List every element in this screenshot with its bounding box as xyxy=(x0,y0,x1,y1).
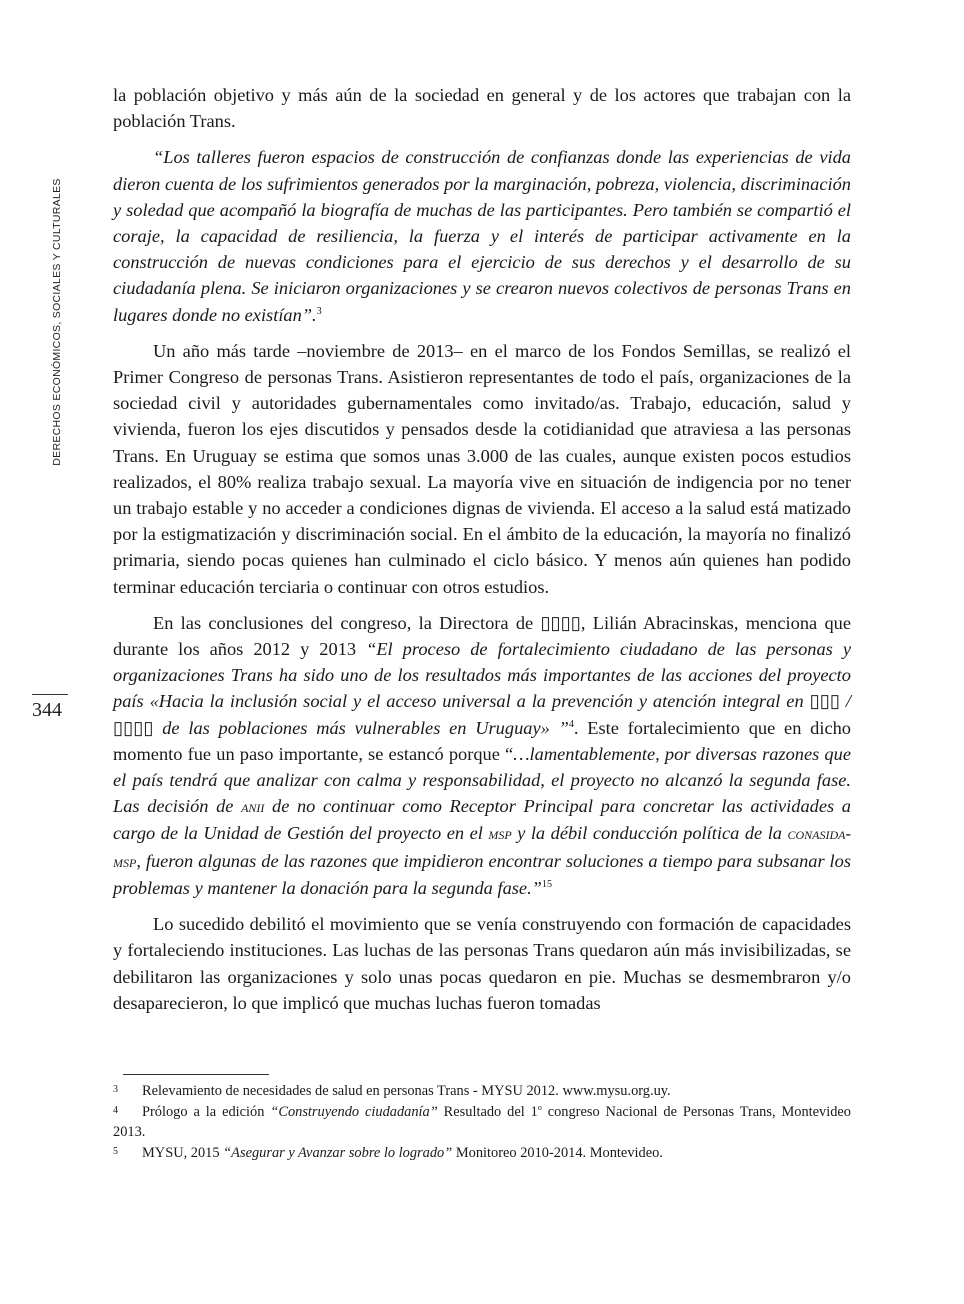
footnote-number: 4 xyxy=(113,1105,118,1116)
paragraph-5: Lo sucedido debilitó el movimiento que se venía construyendo con formación de capacidades y fortaleciendo instituciones. Las luchas de las personas Trans quedaron aún más invisibilizadas, se debilitaron las organizaciones y solo unas pocas quedaron en pie. Muchas se desmembraron y/o desaparecieron, lo que implicó que muchas luchas fueron tomadas xyxy=(113,914,851,1013)
footnote-text: congreso Nacional de Personas Trans, Montevideo 2013. xyxy=(113,1104,852,1140)
footnote-3 xyxy=(113,1080,851,1101)
acronym-anii: anii xyxy=(241,797,265,817)
footnote-text: Prólogo a la edición xyxy=(142,1104,271,1120)
p4-quote-2a: …lamentablemente, por diversas razones que el país tendrá que analizar con calma y responsabilidad, el proyecto no alcanzó la segunda fase. Las decisión de xyxy=(113,743,851,817)
quote-text: “Los talleres fueron espacios de construcción de confianzas donde las experiencias de vida dieron cuenta de los sufrimientos generados por la marginación, pobreza, violencia, discriminación y soledad que acompañó la biografía de muchas de las participantes. Pero también se compartió el coraje, la capacidad de resiliencia, la fuerza y el interés de participar activamente en la construcción de nuevas condiciones para el ejercicio de sus derechos y el desarrollo de su ciudadanía plena. Se iniciaron organizaciones y se crearon nuevos colectivos de personas Trans en lugares donde no existían”. xyxy=(113,147,851,325)
ordinal-sup: o xyxy=(537,1103,542,1113)
org-redacted-2: ▯▯▯ xyxy=(809,691,840,712)
paragraph-3: Un año más tarde –noviembre de 2013– en el marco de los Fondos Semillas, se realizó el Primer Congreso de personas Trans. Asistieron representantes de todo el país, organizaciones de la sociedad civil y autoridades gubernamentales como invitado/as. Trabajo, educación, salud y vivienda, fueron los ejes discutidos y pensados desde la cotidianidad que atraviesa a las personas Trans. En Uruguay se estima que somos unas 3.000 de las cuales, aunque existen pocos estudios realizados, el 80% realiza trabajo sexual. La mayoría vive en situación de indigencia por no tener un trabajo estable y no acceder a condiciones dignas de vivienda. El acceso a la salud está matizado por la estigmatización y discriminación social. En el ámbito de la educación, la mayoría no finalizó primaria, siendo pocas quienes han culminado el ciclo básico. Y menos aún quienes han podido terminar educación terciaria o continuar con otros estudios. xyxy=(113,340,851,597)
footnote-text: Relevamiento de necesidades de salud en personas Trans - MYSU 2012. www.mysu.org.uy. xyxy=(142,1083,671,1099)
footnote-text: Monitoreo 2010-2014. Montevideo. xyxy=(452,1145,663,1161)
footnote-text: MYSU, 2015 xyxy=(142,1145,224,1161)
paragraph-2-quote xyxy=(113,144,851,327)
footnotes xyxy=(113,1080,851,1163)
footnote-5 xyxy=(113,1142,851,1163)
footnote-ref-4: 4 xyxy=(568,718,574,730)
paragraph-4 xyxy=(113,610,851,901)
footnote-ref-15: 15 xyxy=(541,878,553,890)
page-number: 344 xyxy=(32,699,62,721)
footnote-number: 5 xyxy=(113,1146,118,1157)
footnote-separator xyxy=(123,1074,269,1075)
body-text xyxy=(113,82,851,1026)
acronym-msp: msp xyxy=(488,824,512,844)
footnote-title: “Construyendo ciudadanía” xyxy=(270,1104,438,1120)
footnote-number: 3 xyxy=(113,1084,118,1095)
paragraph-1: la población objetivo y más aún de la sociedad en general y de los actores que trabajan con la población Trans. xyxy=(113,85,851,132)
p4-quote-1b: / xyxy=(839,691,851,712)
running-header: DERECHOS ECONÓMICOS, SOCIALES Y CULTURALES xyxy=(51,178,63,466)
p4-quote-2 xyxy=(113,744,851,898)
footnote-4 xyxy=(113,1101,851,1142)
p4-quote-1c: de las poblaciones más vulnerables en Uruguay» ” xyxy=(153,717,569,738)
org-redacted-3: ▯▯▯▯ xyxy=(113,717,154,738)
footnote-title: “Asegurar y Avanzar sobre lo logrado” xyxy=(223,1145,453,1161)
p4-text-2: , Lilián Abracinskas, menciona que durante los años 2012 y 2013 xyxy=(113,612,851,660)
page-number-rule xyxy=(32,694,68,695)
p4-quote-2c: y la débil conducción política de la xyxy=(511,823,788,844)
p4-quote-1a: “El proceso de fortalecimiento ciudadano de las personas y organizaciones Trans ha sido uno de los resultados más importantes de las acciones del proyecto país «Hacia la inclusión social y el acceso universal a la prevención y atención integral en xyxy=(113,639,851,712)
footnote-ref-3: 3 xyxy=(316,305,322,317)
p4-quote-2b: de no continuar como Receptor Principal para concretar las actividades a cargo de la Unidad de Gestión del proyecto en el xyxy=(113,796,851,844)
p4-text-1: En las conclusiones del congreso, la Directora de xyxy=(153,612,541,633)
p4-quote-2d: , fueron algunas de las razones que impidieron encontrar soluciones a tiempo para subsanar los problemas y mantener la donación para la segunda fase.” xyxy=(113,850,851,898)
footnote-text: Resultado del 1 xyxy=(437,1104,538,1120)
p4-text-3: . Este fortalecimiento que en dicho momento fue un paso importante, se estancó porque “ xyxy=(113,717,852,764)
acronym-conasida-msp: conasida-msp xyxy=(113,824,852,871)
org-redacted-1: ▯▯▯▯ xyxy=(540,612,581,633)
